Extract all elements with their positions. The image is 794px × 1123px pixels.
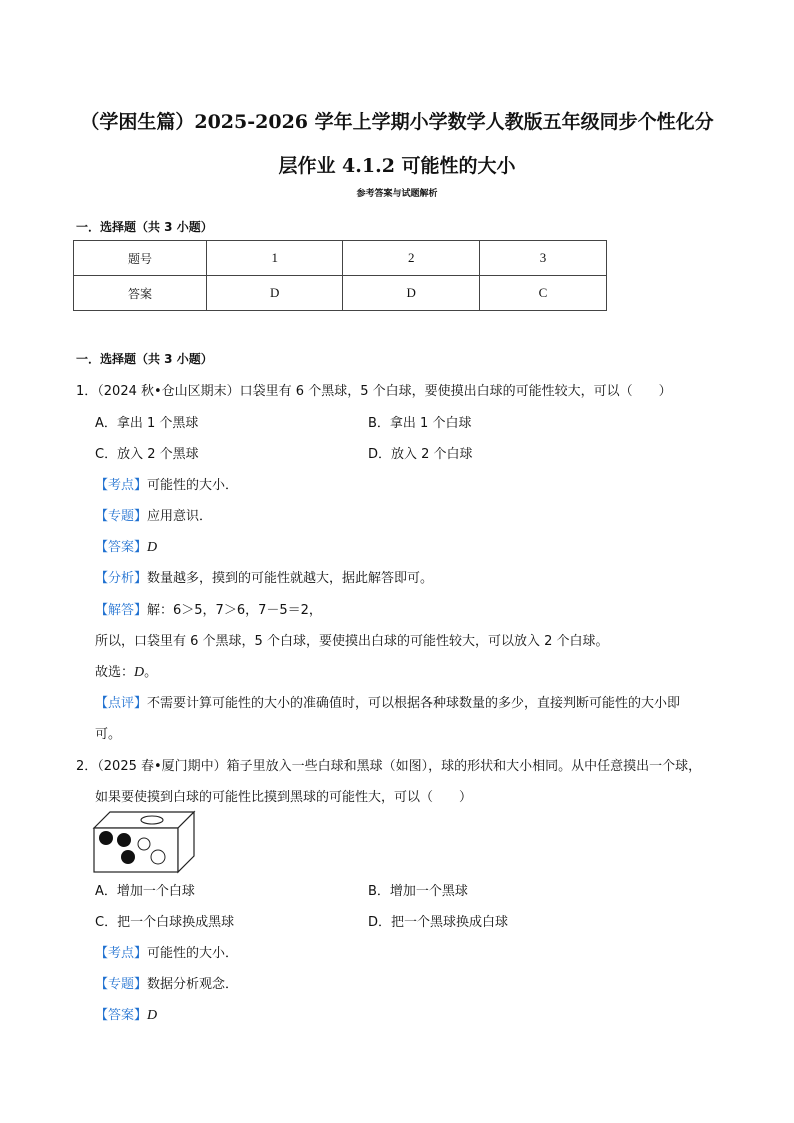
table-cell: C [479, 276, 606, 311]
q1-analysis [95, 567, 433, 586]
q2-option-a: A．增加一个白球 [95, 884, 195, 899]
q1-stem: 1．（2024 秋•仓山区期末）口袋里有 6 个黑球，5 个白球，要使摸出白球的可能性较大，可以（ ） [76, 384, 672, 399]
q2-answer [95, 1004, 157, 1024]
black-ball [99, 831, 113, 845]
q1-solution [95, 599, 322, 618]
answer-section-heading: 一．选择题（共 3 小题） [76, 220, 213, 234]
kaodian-text: 可能性的大小． [147, 946, 239, 961]
answer-table [73, 240, 607, 311]
q2-option-b: B．增加一个黑球 [368, 884, 468, 899]
dianping-text: 不需要计算可能性的大小的准确值时，可以根据各种球数量的多少，直接判断可能性的大小即 [147, 696, 681, 711]
ball-box-figure [92, 810, 196, 874]
zhuanti-tag: 【专题】 [95, 509, 148, 524]
box-opening [141, 816, 163, 824]
table-row [74, 276, 607, 311]
zhuanti-text: 数据分析观念． [147, 977, 239, 992]
q1-comment-line2: 可。 [95, 727, 122, 742]
q2-zhuanti [95, 973, 238, 992]
table-cell: 1 [207, 241, 343, 276]
q2-stem: 2．（2025 春•厦门期中）箱子里放入一些白球和黑球（如图），球的形状和大小相同。从中任意摸出一个球， [76, 759, 702, 774]
q1-answer [95, 536, 157, 556]
table-row [74, 241, 607, 276]
title-line-2: 层作业 4.1.2 可能性的大小 [278, 155, 516, 177]
white-ball [151, 850, 165, 864]
q1-solution-line2: 所以，口袋里有 6 个黑球，5 个白球，要使摸出白球的可能性较大，可以放入 2 个白球。 [95, 634, 609, 649]
white-ball [138, 838, 150, 850]
table-cell: 3 [479, 241, 606, 276]
q2-stem-line2: 如果要使摸到白球的可能性比摸到黑球的可能性大，可以（ ） [95, 790, 473, 805]
q2-option-d: D．把一个黑球换成白球 [368, 915, 509, 930]
daan-tag: 【答案】 [95, 1008, 148, 1023]
dianping-tag: 【点评】 [95, 696, 148, 711]
q1-option-a: A．拿出 1 个黑球 [95, 416, 199, 431]
choice-prefix: 故选： [95, 665, 135, 680]
subtitle: 参考答案与试题解析 [356, 189, 438, 199]
table-cell: 答案 [74, 276, 207, 311]
table-cell: 题号 [74, 241, 207, 276]
q1-choice [95, 661, 157, 681]
title-line-1: （学困生篇）2025-2026 学年上学期小学数学人教版五年级同步个性化分 [80, 111, 714, 133]
zhuanti-tag: 【专题】 [95, 977, 148, 992]
table-cell: D [207, 276, 343, 311]
fenxi-tag: 【分析】 [95, 571, 148, 586]
table-cell: 2 [343, 241, 479, 276]
black-ball [121, 850, 135, 864]
kaodian-text: 可能性的大小． [147, 478, 239, 493]
q1-option-d: D．放入 2 个白球 [368, 447, 473, 462]
detail-section-heading: 一．选择题（共 3 小题） [76, 352, 213, 366]
daan-tag: 【答案】 [95, 540, 148, 555]
q2-kaodian [95, 942, 238, 961]
kaodian-tag: 【考点】 [95, 478, 148, 493]
table-cell: D [343, 276, 479, 311]
zhuanti-text: 应用意识． [147, 509, 213, 524]
jieda-tag: 【解答】 [95, 603, 148, 618]
daan-text: D [147, 1008, 158, 1023]
q1-zhuanti [95, 505, 212, 524]
choice-suffix: 。 [144, 665, 158, 680]
page-title [60, 100, 734, 188]
black-ball [117, 833, 131, 847]
q1-kaodian [95, 474, 238, 493]
kaodian-tag: 【考点】 [95, 946, 148, 961]
q1-option-c: C．放入 2 个黑球 [95, 447, 199, 462]
jieda-text: 解：6＞5，7＞6，7－5＝2， [147, 603, 322, 618]
q1-option-b: B．拿出 1 个白球 [368, 416, 472, 431]
fenxi-text: 数量越多，摸到的可能性就越大，据此解答即可。 [147, 571, 434, 586]
q2-option-c: C．把一个白球换成黑球 [95, 915, 235, 930]
daan-text: D [147, 540, 158, 555]
choice-value: D [134, 665, 145, 680]
q1-comment [95, 692, 680, 711]
